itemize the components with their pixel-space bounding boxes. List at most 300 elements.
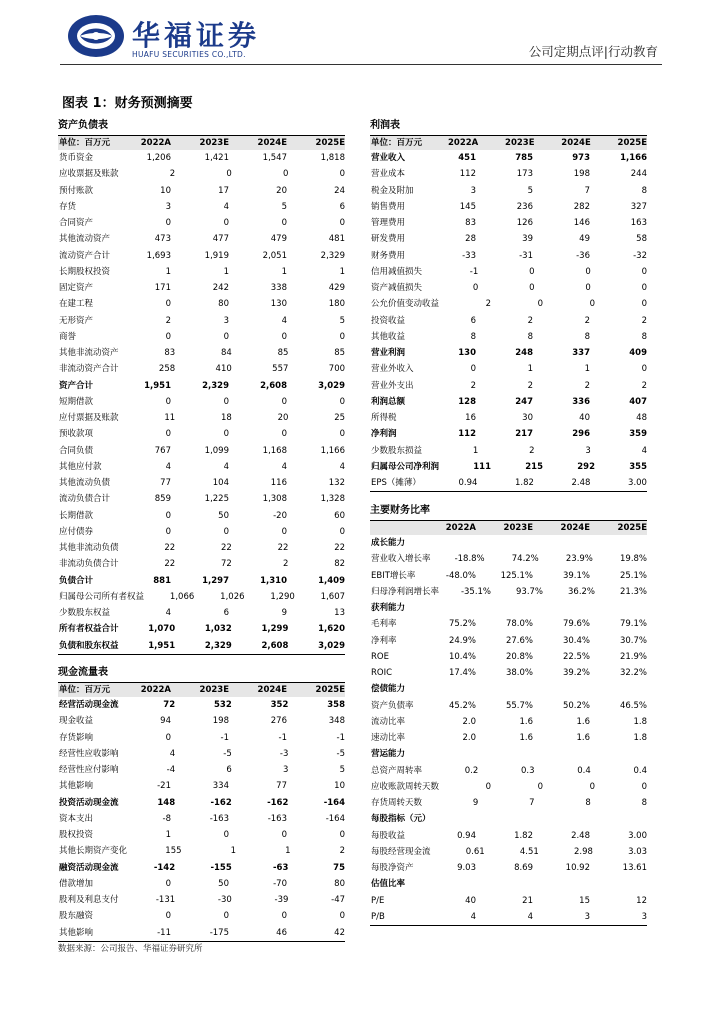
row-value: 0 <box>165 526 171 537</box>
row-label: 在建工程 <box>59 299 94 310</box>
row-value: 0 <box>339 218 345 228</box>
row-value: 0 <box>165 429 171 440</box>
row-value: 22 <box>277 543 289 553</box>
row-value: 1,951 <box>148 640 176 651</box>
income-statement-title: 利润表 <box>370 117 647 136</box>
row-value: 410 <box>215 364 232 375</box>
row-value: 2 <box>485 299 492 310</box>
row-label: 少数股东权益 <box>59 608 111 618</box>
row-value: 3 <box>585 445 591 456</box>
table-row <box>58 524 345 540</box>
section-row <box>370 876 647 892</box>
row-label: 其他影响 <box>59 927 94 938</box>
row-label: 现金收益 <box>59 716 94 727</box>
table-row <box>58 860 345 876</box>
row-value: 0 <box>223 429 229 440</box>
row-value: 327 <box>630 201 647 212</box>
row-value: 296 <box>572 429 590 440</box>
row-value: 0 <box>537 781 544 792</box>
row-label: 合同资产 <box>59 218 94 228</box>
row-value: 9 <box>281 608 287 618</box>
row-value: 180 <box>328 299 345 310</box>
row-value: -1 <box>469 266 479 277</box>
row-value: 532 <box>214 700 232 710</box>
row-value: 0 <box>641 266 648 277</box>
row-value: 1.82 <box>515 478 534 488</box>
row-value: 0 <box>281 830 287 840</box>
row-value: 0 <box>165 218 171 228</box>
row-value: 38.0% <box>505 668 533 678</box>
row-value: 3.00 <box>628 478 647 488</box>
row-value: 8 <box>641 331 647 342</box>
cash-flow-title: 现金流量表 <box>58 664 345 683</box>
row-value: 72 <box>163 700 176 710</box>
row-value: 0 <box>165 331 171 342</box>
table-row <box>58 361 345 377</box>
table-row <box>370 199 647 215</box>
table-row <box>370 779 647 795</box>
row-value: 1,026 <box>220 591 245 602</box>
table-row <box>370 248 647 264</box>
row-label: 资产减值损失 <box>371 283 423 293</box>
row-value: 1 <box>472 445 479 456</box>
huafu-logo-icon <box>66 12 126 60</box>
row-label: 无形资产 <box>59 315 94 326</box>
row-value: 0 <box>223 331 229 342</box>
row-value: 82 <box>334 559 346 570</box>
row-value: 557 <box>272 364 289 375</box>
row-value: 13.61 <box>622 863 647 873</box>
row-value: 8 <box>641 185 647 196</box>
row-label: 流动负债合计 <box>59 494 111 505</box>
row-value: 5 <box>339 765 346 775</box>
row-label: 应付债券 <box>59 526 94 537</box>
table-row <box>58 605 345 621</box>
row-value: 50 <box>218 878 229 889</box>
row-value: 75 <box>333 862 346 873</box>
report-type: 公司定期点评|行动教育 <box>528 44 658 59</box>
row-value: 1,547 <box>262 153 287 163</box>
row-value: 4 <box>470 911 476 922</box>
row-value <box>590 681 647 697</box>
year-header: 2024E <box>257 138 287 148</box>
row-value <box>476 746 533 762</box>
row-value: 0 <box>529 266 535 277</box>
table-row <box>370 231 647 247</box>
row-value: 22 <box>164 543 176 553</box>
row-value: 4 <box>165 608 171 618</box>
row-label: 归母净利润增长率 <box>371 586 440 597</box>
row-value: -33 <box>462 250 476 261</box>
row-label: 公允价值变动收益 <box>371 299 440 310</box>
row-value: -162 <box>210 797 232 808</box>
row-value: -18.8% <box>454 554 485 565</box>
row-value: 40 <box>465 895 476 906</box>
row-value: 6 <box>226 765 232 775</box>
row-value: -70 <box>273 878 287 889</box>
row-value <box>539 811 593 827</box>
row-value: 700 <box>328 364 346 375</box>
data-source-note: 数据来源：公司报告、华福证券研究所 <box>58 944 203 954</box>
row-label: 应付票据及账款 <box>59 413 119 423</box>
row-value: 0 <box>165 299 171 310</box>
row-value: 55.7% <box>505 700 533 711</box>
cash-flow-table <box>58 664 345 942</box>
row-value: 1.6 <box>519 733 533 743</box>
row-value: 30 <box>522 413 533 423</box>
table-row <box>370 426 647 442</box>
row-label: 营业收入增长率 <box>371 554 431 565</box>
row-label: 投资收益 <box>371 315 406 326</box>
row-value: 2.98 <box>573 846 593 857</box>
row-value: 10 <box>160 185 171 196</box>
table-row <box>370 459 647 475</box>
table-row <box>58 410 345 426</box>
row-value: 24.9% <box>448 635 476 646</box>
row-value <box>533 681 590 697</box>
row-value: 1 <box>285 846 291 857</box>
table-row <box>58 394 345 410</box>
row-value: 0 <box>537 299 544 310</box>
row-value: 28 <box>465 234 476 245</box>
row-value: -5 <box>223 748 232 759</box>
row-value: -32 <box>633 250 647 261</box>
row-value: 173 <box>516 169 533 180</box>
row-value: 93.7% <box>516 586 544 597</box>
row-value: 0 <box>339 526 345 537</box>
row-label: 负债和股东权益 <box>59 640 119 651</box>
table-row <box>58 730 345 746</box>
row-value: 337 <box>572 348 590 358</box>
row-label: 每股指标（元） <box>371 814 431 825</box>
row-value: 0 <box>529 283 535 293</box>
table-row <box>370 649 647 665</box>
year-header: 2023E <box>503 523 533 533</box>
row-value: 39.1% <box>562 570 590 581</box>
row-label: 营业收入 <box>371 153 406 163</box>
row-label: 固定资产 <box>59 283 94 293</box>
row-value: 0 <box>585 283 591 293</box>
row-value <box>590 746 647 762</box>
row-label: 融资活动现金流 <box>59 862 119 873</box>
year-header: 2025E <box>617 523 647 533</box>
row-value: 0 <box>339 911 345 922</box>
row-value: 348 <box>328 716 345 727</box>
year-header: 2022A <box>448 138 479 148</box>
year-header: 2023E <box>199 138 229 148</box>
row-label: 存货周转天数 <box>371 798 423 808</box>
row-label: 非流动资产合计 <box>59 364 119 375</box>
row-value: 1,919 <box>204 250 229 261</box>
row-label: 估值比率 <box>371 879 406 890</box>
row-value: 2 <box>470 380 476 391</box>
row-value: 22 <box>334 543 346 553</box>
row-value: -39 <box>274 895 289 905</box>
row-value: -20 <box>273 510 287 521</box>
row-value: 338 <box>270 283 287 293</box>
row-value: 49 <box>579 234 590 245</box>
row-value: 2 <box>527 380 533 391</box>
row-label: 经营活动现金流 <box>59 700 119 710</box>
table-row <box>370 763 647 779</box>
row-value: 0.2 <box>464 765 479 776</box>
unit-label: 单位：百万元 <box>59 685 111 695</box>
row-value: -1 <box>336 732 345 743</box>
row-label: 所有者权益合计 <box>59 624 119 635</box>
row-value: -36 <box>576 250 590 261</box>
table-row <box>370 616 647 632</box>
row-value: 0 <box>165 396 171 407</box>
row-value: -3 <box>279 748 289 759</box>
row-value: 3.03 <box>628 846 648 857</box>
table-row <box>58 459 345 475</box>
balance-sheet-table <box>58 117 345 655</box>
row-value: 22.5% <box>562 651 590 662</box>
row-value: 2,329 <box>202 380 229 391</box>
row-value: 0 <box>339 429 345 440</box>
row-value: 2 <box>584 315 590 326</box>
table-row <box>370 795 647 811</box>
row-value: 25.1% <box>619 570 647 581</box>
row-value: 359 <box>629 429 647 440</box>
row-value: 0 <box>223 218 229 228</box>
table-row <box>370 714 647 730</box>
section-row <box>370 811 647 827</box>
row-value: 20 <box>277 413 289 423</box>
row-value: -63 <box>273 862 289 873</box>
row-label: ROIC <box>371 668 393 678</box>
row-value: 2,608 <box>260 380 287 391</box>
row-value: 20 <box>276 185 287 196</box>
table-row <box>58 231 345 247</box>
row-value: 10.4% <box>448 651 476 662</box>
row-label: 股权投资 <box>59 830 94 840</box>
row-label: 应收账款周转天数 <box>371 781 440 792</box>
table-row <box>370 394 647 410</box>
table-row <box>58 925 345 942</box>
row-label: 预付账款 <box>59 185 94 196</box>
row-value: 0.3 <box>520 765 535 776</box>
row-value: 112 <box>459 169 476 180</box>
row-value: 0.61 <box>465 846 485 857</box>
row-value: 3.00 <box>628 830 647 841</box>
table-row <box>58 843 345 859</box>
row-value: 4 <box>223 461 229 472</box>
row-label: 非流动负债合计 <box>59 559 119 570</box>
row-label: 营运能力 <box>371 749 406 760</box>
table-row <box>58 426 345 442</box>
row-value: 163 <box>630 218 647 228</box>
row-value: 0 <box>589 299 596 310</box>
row-value: 2 <box>169 169 176 180</box>
row-label: 研发费用 <box>371 234 406 245</box>
row-value: 72 <box>220 559 232 570</box>
row-value: 1,421 <box>204 153 229 163</box>
table-row <box>370 280 647 296</box>
row-value: 40 <box>579 413 590 423</box>
income-statement-table <box>370 117 647 492</box>
row-value: 0 <box>641 299 648 310</box>
row-value: 1,308 <box>262 494 287 505</box>
row-value: 39 <box>522 234 533 245</box>
row-value: 1,290 <box>270 591 295 602</box>
row-label: 营业成本 <box>371 169 406 180</box>
table-row <box>370 150 647 166</box>
balance-sheet-title: 资产负债表 <box>58 117 345 136</box>
row-label: 其他非流动资产 <box>59 348 119 358</box>
unit-label: 单位：百万元 <box>59 138 111 148</box>
row-value: 1.8 <box>633 733 647 743</box>
row-value: 16 <box>465 413 476 423</box>
table-row <box>370 844 647 860</box>
year-header: 2025E <box>315 138 345 148</box>
row-value: 1,951 <box>144 380 171 391</box>
row-value: 0 <box>472 283 479 293</box>
row-value: 111 <box>473 461 492 472</box>
row-value: 3 <box>223 315 229 326</box>
row-label: 经营性应付影响 <box>59 765 119 775</box>
row-value: 0 <box>339 169 346 180</box>
year-header: 2022A <box>140 138 171 148</box>
row-value: 4 <box>281 461 287 472</box>
row-label: 信用减值损失 <box>371 266 423 277</box>
row-value: 2 <box>339 846 346 857</box>
row-value: 84 <box>220 348 232 358</box>
row-value: 77 <box>160 478 171 488</box>
row-label: 每股净资产 <box>371 863 414 873</box>
row-value: 5 <box>527 185 533 196</box>
row-label: 每股收益 <box>371 830 406 841</box>
row-value: 1,066 <box>169 591 195 602</box>
row-value: 1 <box>527 364 533 375</box>
row-label: P/B <box>371 911 385 922</box>
row-value: 1 <box>339 266 345 277</box>
row-value: -163 <box>209 813 229 824</box>
table-row <box>370 568 647 584</box>
row-value: 46 <box>276 927 287 938</box>
row-value: 9 <box>472 798 479 808</box>
row-value: 2 <box>527 315 533 326</box>
row-value <box>533 876 590 892</box>
table-row <box>58 150 345 166</box>
row-value: 8 <box>527 331 533 342</box>
table-row <box>58 313 345 329</box>
row-value: 146 <box>573 218 590 228</box>
row-value: 6 <box>223 608 229 618</box>
table-row <box>58 795 345 811</box>
row-value: 2 <box>641 315 647 326</box>
row-value: 2,329 <box>320 250 345 261</box>
row-label: 总资产周转率 <box>371 765 423 776</box>
row-value: 17.4% <box>448 668 476 678</box>
header-divider <box>60 64 662 65</box>
row-value: 1,310 <box>260 575 287 586</box>
row-value: 130 <box>458 348 476 358</box>
row-value: 244 <box>630 169 647 180</box>
row-label: 其他长期资产变化 <box>59 846 128 857</box>
row-value: 4 <box>641 445 648 456</box>
row-value: 481 <box>328 234 345 245</box>
row-value: -164 <box>323 797 346 808</box>
row-value: 973 <box>572 153 590 163</box>
row-value: 477 <box>212 234 229 245</box>
row-value: 1.6 <box>576 733 590 743</box>
row-value: 8.69 <box>514 863 533 873</box>
row-value: 0 <box>165 878 171 889</box>
row-value <box>476 681 533 697</box>
row-value: 3 <box>641 911 647 922</box>
row-value: 50 <box>218 510 229 521</box>
row-value: 125.1% <box>500 570 533 581</box>
table-row <box>58 713 345 729</box>
row-value: -162 <box>267 797 289 808</box>
row-value: 8 <box>585 798 591 808</box>
row-value: 4 <box>165 461 171 472</box>
row-value: 1,620 <box>318 624 346 635</box>
row-value: 0.4 <box>633 765 648 776</box>
row-value: 352 <box>270 700 289 710</box>
row-label: 成长能力 <box>371 538 406 548</box>
row-label: 预收款项 <box>59 429 94 440</box>
row-value: 1,099 <box>204 445 229 456</box>
row-value <box>533 535 590 551</box>
income-statement-header <box>370 136 647 150</box>
row-value: 3 <box>584 911 590 922</box>
row-label: 少数股东损益 <box>371 445 423 456</box>
row-label: 营业利润 <box>371 348 406 358</box>
table-row <box>370 345 647 361</box>
row-value: 1,166 <box>320 445 345 456</box>
table-row <box>370 475 647 492</box>
row-value: 1 <box>584 364 590 375</box>
row-value: 148 <box>157 797 176 808</box>
table-row <box>58 183 345 199</box>
table-row <box>370 698 647 714</box>
row-value: -131 <box>155 895 176 905</box>
row-value: 0 <box>282 169 289 180</box>
table-row <box>58 329 345 345</box>
row-value: 27.6% <box>505 635 533 646</box>
row-value: 2.48 <box>571 830 590 841</box>
table-row <box>370 909 647 926</box>
row-label: 税金及附加 <box>371 185 414 196</box>
row-value: 46.5% <box>619 700 647 711</box>
row-value: 2.0 <box>462 733 476 743</box>
row-value: 292 <box>577 461 596 472</box>
row-value: 242 <box>212 283 229 293</box>
row-value: 2.48 <box>571 478 591 488</box>
ratios-table <box>370 502 647 926</box>
row-value: 2 <box>641 380 647 391</box>
row-value: 2,608 <box>261 640 289 651</box>
row-value: 42 <box>334 927 345 938</box>
row-label: 资本支出 <box>59 813 94 824</box>
row-value: 83 <box>465 218 476 228</box>
row-value: 0 <box>165 732 171 743</box>
row-value: 83 <box>164 348 176 358</box>
row-value: 0 <box>223 526 229 537</box>
row-value: 4 <box>281 315 287 326</box>
row-value: 258 <box>158 364 176 375</box>
row-value: 4 <box>169 748 176 759</box>
row-label: 货币资金 <box>59 153 94 163</box>
row-value: 0 <box>281 911 287 922</box>
row-value: 79.1% <box>619 619 647 630</box>
row-label: 合同负债 <box>59 445 94 456</box>
table-row <box>58 892 345 908</box>
row-value: 45.2% <box>448 700 476 711</box>
row-value: 1 <box>165 266 171 277</box>
